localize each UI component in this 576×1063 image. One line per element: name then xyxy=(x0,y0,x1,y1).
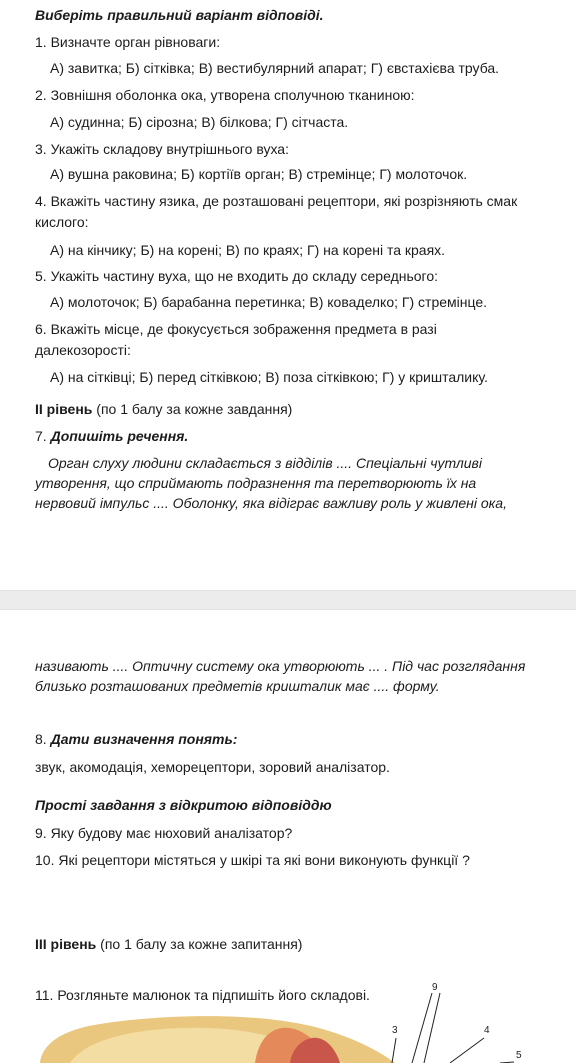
question-7-text-2: утворення, що сприймають подразнення та перетворюють їх на xyxy=(35,475,477,491)
question-4-line-2: кислого: xyxy=(35,214,89,230)
level-2-points: (по 1 балу за кожне завдання) xyxy=(92,401,293,417)
label-9-leader xyxy=(412,993,432,1063)
question-8-terms: звук, акомодація, хеморецептори, зоровий аналізатор. xyxy=(35,759,390,775)
question-7-title: Допишіть речення. xyxy=(50,428,189,444)
question-4-line-1: 4. Вкажіть частину язика, де розташовані рецептори, які розрізняють смак xyxy=(35,193,518,209)
label-9-leader-2 xyxy=(424,993,440,1063)
figure-label-5: 5 xyxy=(516,1050,522,1061)
level-2-label: ІІ рівень xyxy=(35,401,93,417)
question-4-options: А) на кінчику; Б) на корені; В) по краях; Г) на корені та краях. xyxy=(50,242,446,258)
level-2-heading xyxy=(35,400,292,418)
question-2-options: А) судинна; Б) сірозна; В) білкова; Г) сітчаста. xyxy=(50,114,349,130)
open-tasks-heading: Прості завдання з відкритою відповіддю xyxy=(35,797,332,813)
question-7-text-3: нервовий імпульс .... Оболонку, яка відіграє важливу роль у живлені ока, xyxy=(35,495,507,511)
page-separator xyxy=(0,590,576,610)
question-11: 11. Розгляньте малюнок та підпишіть його складові. xyxy=(35,987,370,1003)
question-5: 5. Укажіть частину вуха, що не входить до складу середнього: xyxy=(35,268,439,284)
question-2: 2. Зовнішня оболонка ока, утворена сполучною тканиною: xyxy=(35,87,415,103)
task-heading: Виберіть правильний варіант відповіді. xyxy=(35,7,324,23)
figure-label-4: 4 xyxy=(484,1025,490,1036)
figure-label-9: 9 xyxy=(432,982,438,993)
question-7-text-4: називають .... Оптичну систему ока утворюють ... . Під час розглядання xyxy=(35,658,526,674)
question-10: 10. Які рецептори містяться у шкірі та які вони виконують функції ? xyxy=(35,852,470,868)
label-4-leader xyxy=(450,1038,484,1063)
question-8-number: 8. xyxy=(35,731,51,747)
question-3-options: А) вушна раковина; Б) кортіїв орган; В) стремінце; Г) молоточок. xyxy=(50,166,468,182)
level-3-points: (по 1 балу за кожне запитання) xyxy=(96,936,303,952)
question-6-line-1: 6. Вкажіть місце, де фокусується зображення предмета в разі xyxy=(35,321,437,337)
page-2 xyxy=(0,610,576,1063)
ear-diagram xyxy=(0,610,576,1063)
question-1-options: А) завитка; Б) сітківка; В) вестибулярний апарат; Г) євстахієва труба. xyxy=(50,60,500,76)
question-7-heading xyxy=(35,427,188,445)
question-8-title: Дати визначення понять: xyxy=(50,731,238,747)
question-9: 9. Яку будову має нюховий аналізатор? xyxy=(35,825,293,841)
question-3: 3. Укажіть складову внутрішнього вуха: xyxy=(35,141,289,157)
question-6-line-2: далекозорості: xyxy=(35,342,131,358)
level-3-label: ІІІ рівень xyxy=(35,936,97,952)
question-1: 1. Визначте орган рівноваги: xyxy=(35,34,221,50)
question-7-text-5: близько розташованих предметів кришталик має .... форму. xyxy=(35,678,440,694)
question-7-number: 7. xyxy=(35,428,51,444)
question-7-text-1: Орган слуху людини складається з відділів .... Спеціальні чутливі xyxy=(48,455,482,471)
question-5-options: А) молоточок; Б) барабанна перетинка; В) коваделко; Г) стремінце. xyxy=(50,294,488,310)
label-3-leader xyxy=(392,1038,396,1063)
question-6-options: А) на сітківці; Б) перед сітківкою; В) поза сітківкою; Г) у кришталику. xyxy=(50,369,488,385)
figure-label-3: 3 xyxy=(392,1025,398,1036)
